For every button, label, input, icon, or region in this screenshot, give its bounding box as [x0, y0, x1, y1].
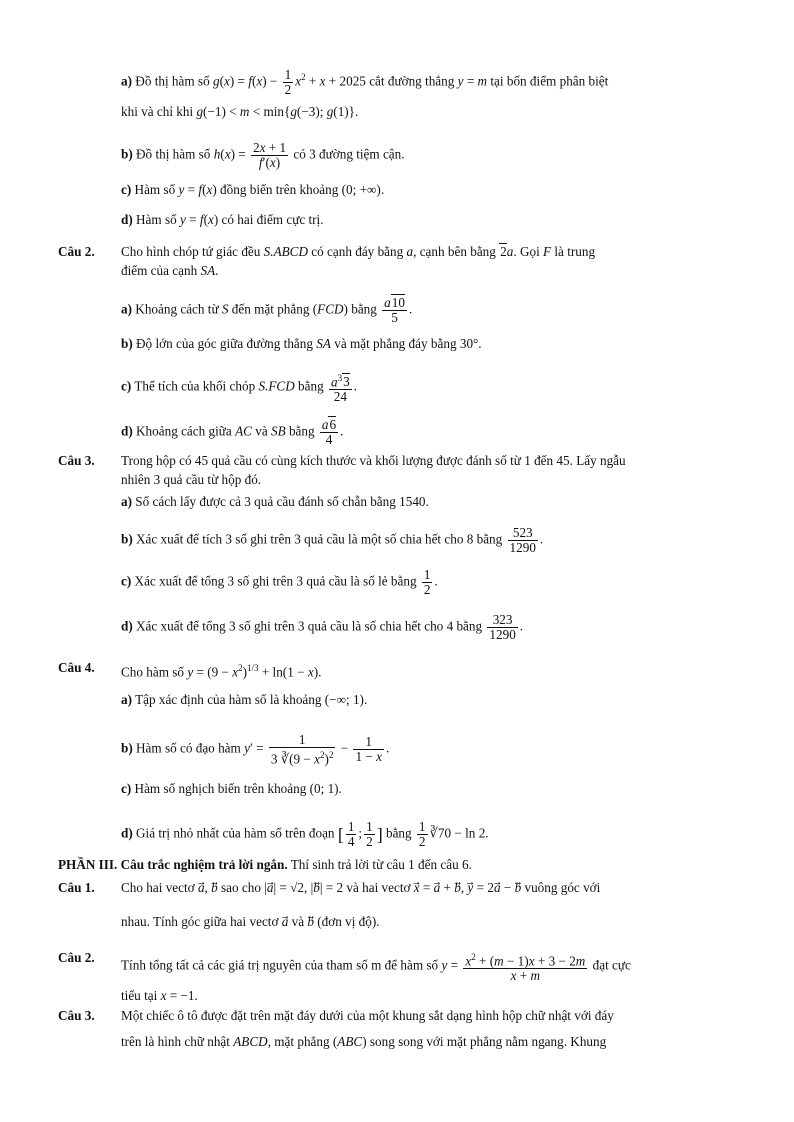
part3-question-2-line1: Tính tổng tất cả các giá trị nguyên của tham số m để hàm số y = $\frac{x^2 + (m - 1)x + 3 - 2m}{x + m}$ đạt cực: [121, 952, 631, 984]
part3-question-1-line2: nhau. Tính góc giữa hai vectơ a⃗ và b⃗ (đơn vị độ).: [121, 914, 380, 929]
question-2-stem-line1: Cho hình chóp tứ giác đều S.ABCD có cạnh đáy bằng a, cạnh bên bằng 2a. Gọi F là trung: [121, 244, 596, 259]
q1-option-c: c) Hàm số y = f(x) đồng biến trên khoảng (0; +∞).: [121, 182, 385, 197]
question-3-stem-line2: nhiên 3 quả cầu từ hộp đó.: [121, 472, 262, 487]
part3-question-1-line1: Cho hai vectơ a⃗, b⃗ sao cho |a⃗| = √2, |b⃗| = 2 và hai vectơ x⃗ = a⃗ + b⃗, y⃗ = 2a⃗ − b⃗ vuông góc với: [121, 880, 601, 895]
question-2-stem-line2: điểm của cạnh SA.: [121, 263, 219, 278]
part3-question-3-line1: Một chiếc ô tô được đặt trên mặt đáy dưới của một khung sắt dạng hình hộp chữ nhật với đáy: [121, 1008, 614, 1023]
q1-option-a-line1: a) Đồ thị hàm số g(x) = f(x) − $\frac{1}{2}$ $x^2 + x + 2025$ cắt đường thẳng y = m tại bốn điểm phân biệt: [121, 67, 609, 97]
part3-question-3-label: Câu 3.: [58, 1008, 95, 1023]
question-4-label: Câu 4.: [58, 660, 95, 675]
q3-option-b: b) Xác xuất để tích 3 số ghi trên 3 quả cầu là một số chia hết cho 8 bằng $\frac{523}{1290}$ .: [121, 525, 544, 555]
q1-option-d: d) Hàm số y = f(x) có hai điểm cực trị.: [121, 212, 324, 227]
part3-question-3-line2: trên là hình chữ nhật ABCD, mặt phẳng (ABC) song song với mặt phẳng nằm ngang. Khung: [121, 1034, 607, 1049]
q4-option-d: d) Giá trị nhỏ nhất của hàm số trên đoạn [ $\frac{1}{4}$ ; $\frac{1}{2}$ ] bằng $\frac{1}{2}$ ∛70 − ln 2.: [121, 819, 489, 849]
q2-option-d: d) Khoảng cách giữa AC và SB bằng $\frac{a6}{4}$ .: [121, 417, 344, 447]
q4-option-a: a) Tập xác định của hàm số là khoảng (−∞; 1).: [121, 692, 368, 707]
question-4-stem: Cho hàm số $y = (9 - x^2)^{1/3} + \ln(1 - x)$.: [121, 663, 322, 680]
q1-option-b: b) Đồ thị hàm số h(x) = $\frac{2x + 1}{f'(x)}$ có 3 đường tiệm cận.: [121, 140, 405, 170]
q3-option-a: a) Số cách lấy được cả 3 quả cầu đánh số chẵn bằng 1540.: [121, 494, 429, 509]
part3-question-2-label: Câu 2.: [58, 950, 95, 965]
q1-option-a-line2: khi và chỉ khi g(−1) < m < min{g(−3); g(1)}.: [121, 104, 359, 119]
part3-question-1-label: Câu 1.: [58, 880, 95, 895]
part3-question-2-line2: tiểu tại x = −1.: [121, 988, 198, 1003]
q2-option-a: a) Khoảng cách từ S đến mặt phẳng (FCD) bằng $\frac{a10}{5}$ .: [121, 295, 413, 325]
part-3-heading: PHẦN III. Câu trắc nghiệm trả lời ngắn. Thí sinh trả lời từ câu 1 đến câu 6.: [58, 857, 472, 872]
q3-option-c: c) Xác xuất để tổng 3 số ghi trên 3 quả cầu là số lẻ bằng $\frac{1}{2}$ .: [121, 567, 438, 597]
q3-option-d: d) Xác xuất để tổng 3 số ghi trên 3 quả cầu là số chia hết cho 4 bằng $\frac{323}{1290}$ .: [121, 612, 524, 642]
q2-option-b: b) Độ lớn của góc giữa đường thẳng SA và mặt phẳng đáy bằng 30°.: [121, 336, 482, 351]
question-3-stem-line1: Trong hộp có 45 quả cầu có cùng kích thước và khối lượng được đánh số từ 1 đến 45. Lấy ngẫu: [121, 453, 626, 468]
question-2-label: Câu 2.: [58, 244, 95, 259]
question-3-label: Câu 3.: [58, 453, 95, 468]
q4-option-b: b) Hàm số có đạo hàm y′ = $\frac{1}{3 ∛(9 - x^2)^2}$ − $\frac{1}{1 - x}$ .: [121, 732, 390, 767]
q4-option-c: c) Hàm số nghịch biến trên khoảng (0; 1).: [121, 781, 342, 796]
q2-option-c: c) Thể tích của khối chóp S.FCD bằng $\frac{a^33}{24}$ .: [121, 373, 357, 405]
